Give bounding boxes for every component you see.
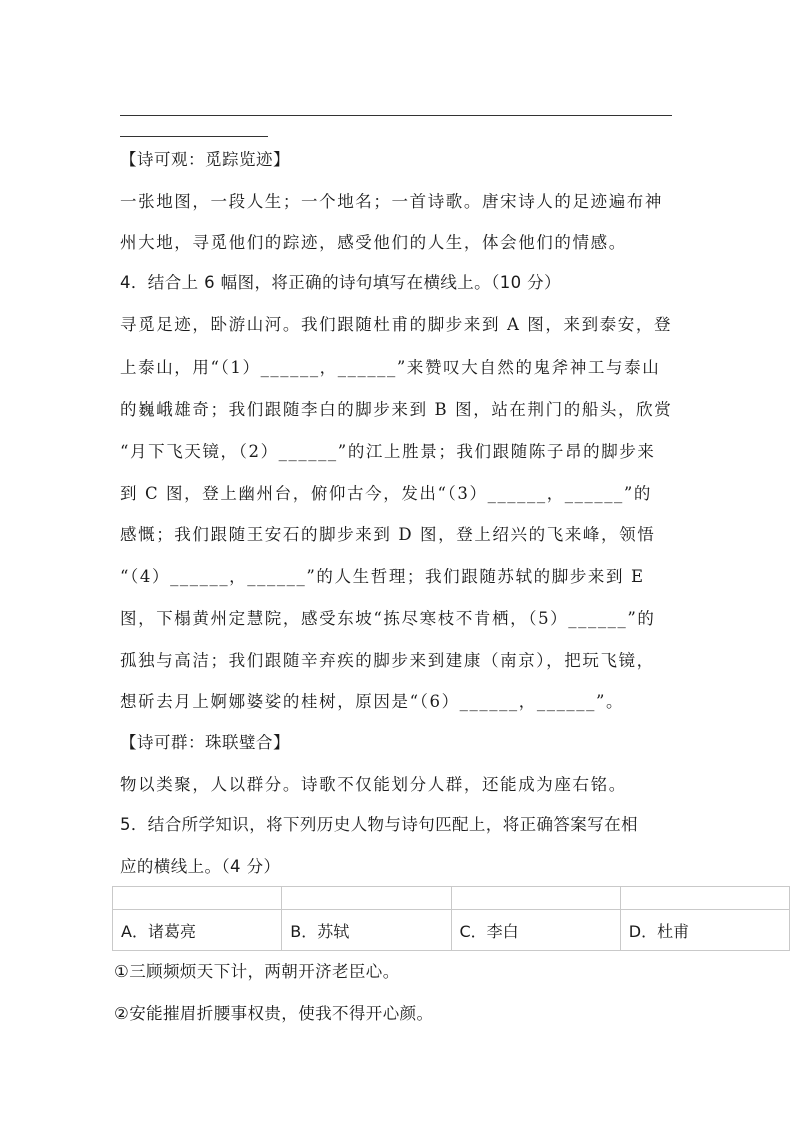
table-cell — [113, 887, 282, 910]
table-cell — [451, 887, 620, 910]
question-5-prompt-line: 应的横线上。（4 分） — [120, 857, 281, 876]
answer-line-1[interactable] — [120, 115, 672, 116]
option-cell: B．苏轼 — [282, 910, 451, 951]
option-cell: D．杜甫 — [620, 910, 789, 951]
section-intro-line: 州大地，寻觅他们的踪迹，感受他们的人生，体会他们的情感。 — [120, 233, 627, 252]
option-cell: A．诸葛亮 — [113, 910, 282, 951]
table-row — [113, 887, 790, 910]
question-4-line: “月下飞天镜，（2）______”的江上胜景；我们跟随陈子昂的脚步来 — [120, 442, 656, 461]
question-4-line: 想斫去月上婀娜婆娑的桂树，原因是“（6）______，______”。 — [120, 692, 625, 711]
section-heading-poetry-observe: 【诗可观：觅踪览迹】 — [120, 150, 290, 169]
question-4-line: 孤独与高洁；我们跟随辛弃疾的脚步来到建康（南京），把玩飞镜， — [120, 651, 655, 670]
question-5-item: ①三顾频烦天下计，两朝开济老臣心。 — [114, 962, 400, 981]
question-4-line: 的巍峨雄奇；我们跟随李白的脚步来到 B 图，站在荆门的船头，欣赏 — [120, 400, 673, 419]
table-cell — [620, 887, 789, 910]
answer-line-2[interactable] — [120, 136, 268, 137]
question-5-prompt-line: 5．结合所学知识，将下列历史人物与诗句匹配上，将正确答案写在相 — [120, 815, 638, 834]
matching-options-table — [112, 886, 790, 951]
question-4-line: 感慨；我们跟随王安石的脚步来到 D 图，登上绍兴的飞来峰，领悟 — [120, 525, 656, 544]
section-intro-line: 一张地图，一段人生；一个地名；一首诗歌。唐宋诗人的足迹遍布神 — [120, 192, 663, 211]
question-5-item: ②安能摧眉折腰事权贵，使我不得开心颜。 — [114, 1004, 434, 1023]
table-cell — [282, 887, 451, 910]
option-cell: C．李白 — [451, 910, 620, 951]
section-heading-poetry-group: 【诗可群：珠联璧合】 — [120, 733, 290, 752]
question-4-prompt: 4．结合上 6 幅图，将正确的诗句填写在横线上。（10 分） — [120, 273, 561, 292]
question-4-line: 到 C 图，登上幽州台，俯仰古今，发出“（3）______，______”的 — [120, 484, 653, 503]
table-row — [113, 910, 790, 951]
question-4-line: 寻觅足迹，卧游山河。我们跟随杜甫的脚步来到 A 图，来到泰安，登 — [120, 315, 673, 334]
question-4-line: 图，下榻黄州定慧院，感受东坡“拣尽寒枝不肯栖，（5）______”的 — [120, 609, 656, 628]
question-4-line: “（4）______，______”的人生哲理；我们跟随苏轼的脚步来到 E — [120, 567, 645, 586]
section-intro-line: 物以类聚，人以群分。诗歌不仅能划分人群，还能成为座右铭。 — [120, 775, 627, 794]
question-4-line: 上泰山，用“（1）______，______”来赞叹大自然的鬼斧神工与泰山 — [120, 358, 661, 377]
